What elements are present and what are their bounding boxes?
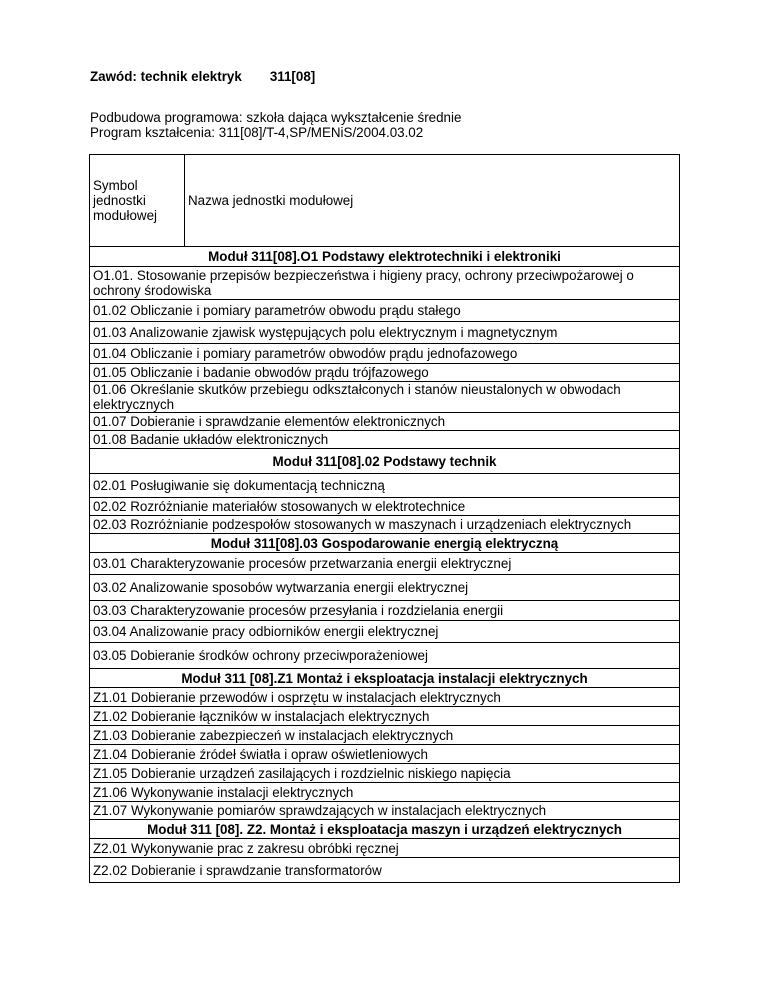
module-title: Moduł 311 [08]. Z2. Montaż i eksploatacja maszyn i urządzeń elektrycznych [90,820,680,839]
table-row [90,707,680,726]
module-title: Moduł 311[08].02 Podstawy technik [90,449,680,474]
table-row [90,643,680,669]
unit-name: 03.02 Analizowanie sposobów wytwarzania energii elektrycznej [90,575,680,601]
unit-name: 01.06 Określanie skutków przebiegu odkształconych i stanów nieustalonych w obwodach elektrycznych [90,382,680,413]
unit-name: 03.01 Charakteryzowanie procesów przetwarzania energii elektrycznej [90,553,680,575]
unit-name: 03.05 Dobieranie środków ochrony przeciwporażeniowej [90,643,680,669]
module-header-row [90,820,680,839]
profession-code: 311[08] [269,69,316,84]
table-row [90,382,680,413]
table-row [90,839,680,858]
unit-name: O1.01. Stosowanie przepisów bezpieczeństwa i higieny pracy, ochrony przeciwpożarowej o ochrony środowiska [90,267,680,300]
header-name-cell: Nazwa jednostki modułowej [185,155,680,247]
curriculum-table [89,154,680,883]
unit-name: 01.05 Obliczanie i badanie obwodów prądu trójfazowego [90,364,680,382]
module-title: Moduł 311[08].O1 Podstawy elektrotechniki i elektroniki [90,247,680,267]
table-row [90,300,680,322]
module-header-row [90,449,680,474]
unit-name: Z1.06 Wykonywanie instalacji elektrycznych [90,783,680,802]
table-row [90,553,680,575]
unit-name: 02.02 Rozróżnianie materiałów stosowanych w elektrotechnice [90,498,680,516]
unit-name: Z1.05 Dobieranie urządzeń zasilających i rozdzielnic niskiego napięcia [90,764,680,783]
document-title [90,69,315,84]
table-row [90,858,680,883]
table-row [90,498,680,516]
module-title: Moduł 311 [08].Z1 Montaż i eksploatacja instalacji elektrycznych [90,669,680,688]
table-row [90,516,680,534]
unit-name: 02.03 Rozróżnianie podzespołów stosowanych w maszynach i urządzeniach elektrycznych [90,516,680,534]
module-header-row [90,247,680,267]
table-header-row [90,155,680,247]
table-row [90,344,680,364]
program-basis: Podbudowa programowa: szkoła dająca wykształcenie średnie [90,110,462,125]
table-row [90,322,680,344]
unit-name: 01.02 Obliczanie i pomiary parametrów obwodu prądu stałego [90,300,680,322]
header-symbol-cell: Symbol jednostki modułowej [90,155,185,247]
unit-name: 03.03 Charakteryzowanie procesów przesyłania i rozdzielania energii [90,601,680,621]
unit-name: Z1.02 Dobieranie łączników w instalacjach elektrycznych [90,707,680,726]
unit-name: 02.01 Posługiwanie się dokumentacją techniczną [90,474,680,498]
table-row [90,764,680,783]
unit-name: Z2.01 Wykonywanie prac z zakresu obróbki ręcznej [90,839,680,858]
unit-name: 01.03 Analizowanie zjawisk występujących polu elektrycznym i magnetycznym [90,322,680,344]
unit-name: 03.04 Analizowanie pracy odbiorników energii elektrycznej [90,621,680,643]
table-row [90,726,680,745]
unit-name: Z1.03 Dobieranie zabezpieczeń w instalacjach elektrycznych [90,726,680,745]
table-row [90,364,680,382]
table-row [90,621,680,643]
table-row [90,688,680,707]
module-title: Moduł 311[08].03 Gospodarowanie energią elektryczną [90,534,680,553]
table-row [90,267,680,300]
table-row [90,601,680,621]
module-header-row [90,669,680,688]
table-row [90,575,680,601]
table-row [90,802,680,820]
unit-name: 01.07 Dobieranie i sprawdzanie elementów elektronicznych [90,413,680,431]
table-row [90,431,680,449]
program-code: Program kształcenia: 311[08]/T-4,SP/MENiS/2004.03.02 [90,125,424,140]
unit-name: 01.04 Obliczanie i pomiary parametrów obwodów prądu jednofazowego [90,344,680,364]
table-row [90,474,680,498]
module-header-row [90,534,680,553]
unit-name: Z1.01 Dobieranie przewodów i osprzętu w instalacjach elektrycznych [90,688,680,707]
unit-name: 01.08 Badanie układów elektronicznych [90,431,680,449]
unit-name: Z2.02 Dobieranie i sprawdzanie transformatorów [90,858,680,883]
table-row [90,745,680,764]
table-row [90,413,680,431]
unit-name: Z1.04 Dobieranie źródeł światła i opraw oświetleniowych [90,745,680,764]
table-row [90,783,680,802]
unit-name: Z1.07 Wykonywanie pomiarów sprawdzających w instalacjach elektrycznych [90,802,680,820]
profession-label: Zawód: technik elektryk [90,69,242,84]
